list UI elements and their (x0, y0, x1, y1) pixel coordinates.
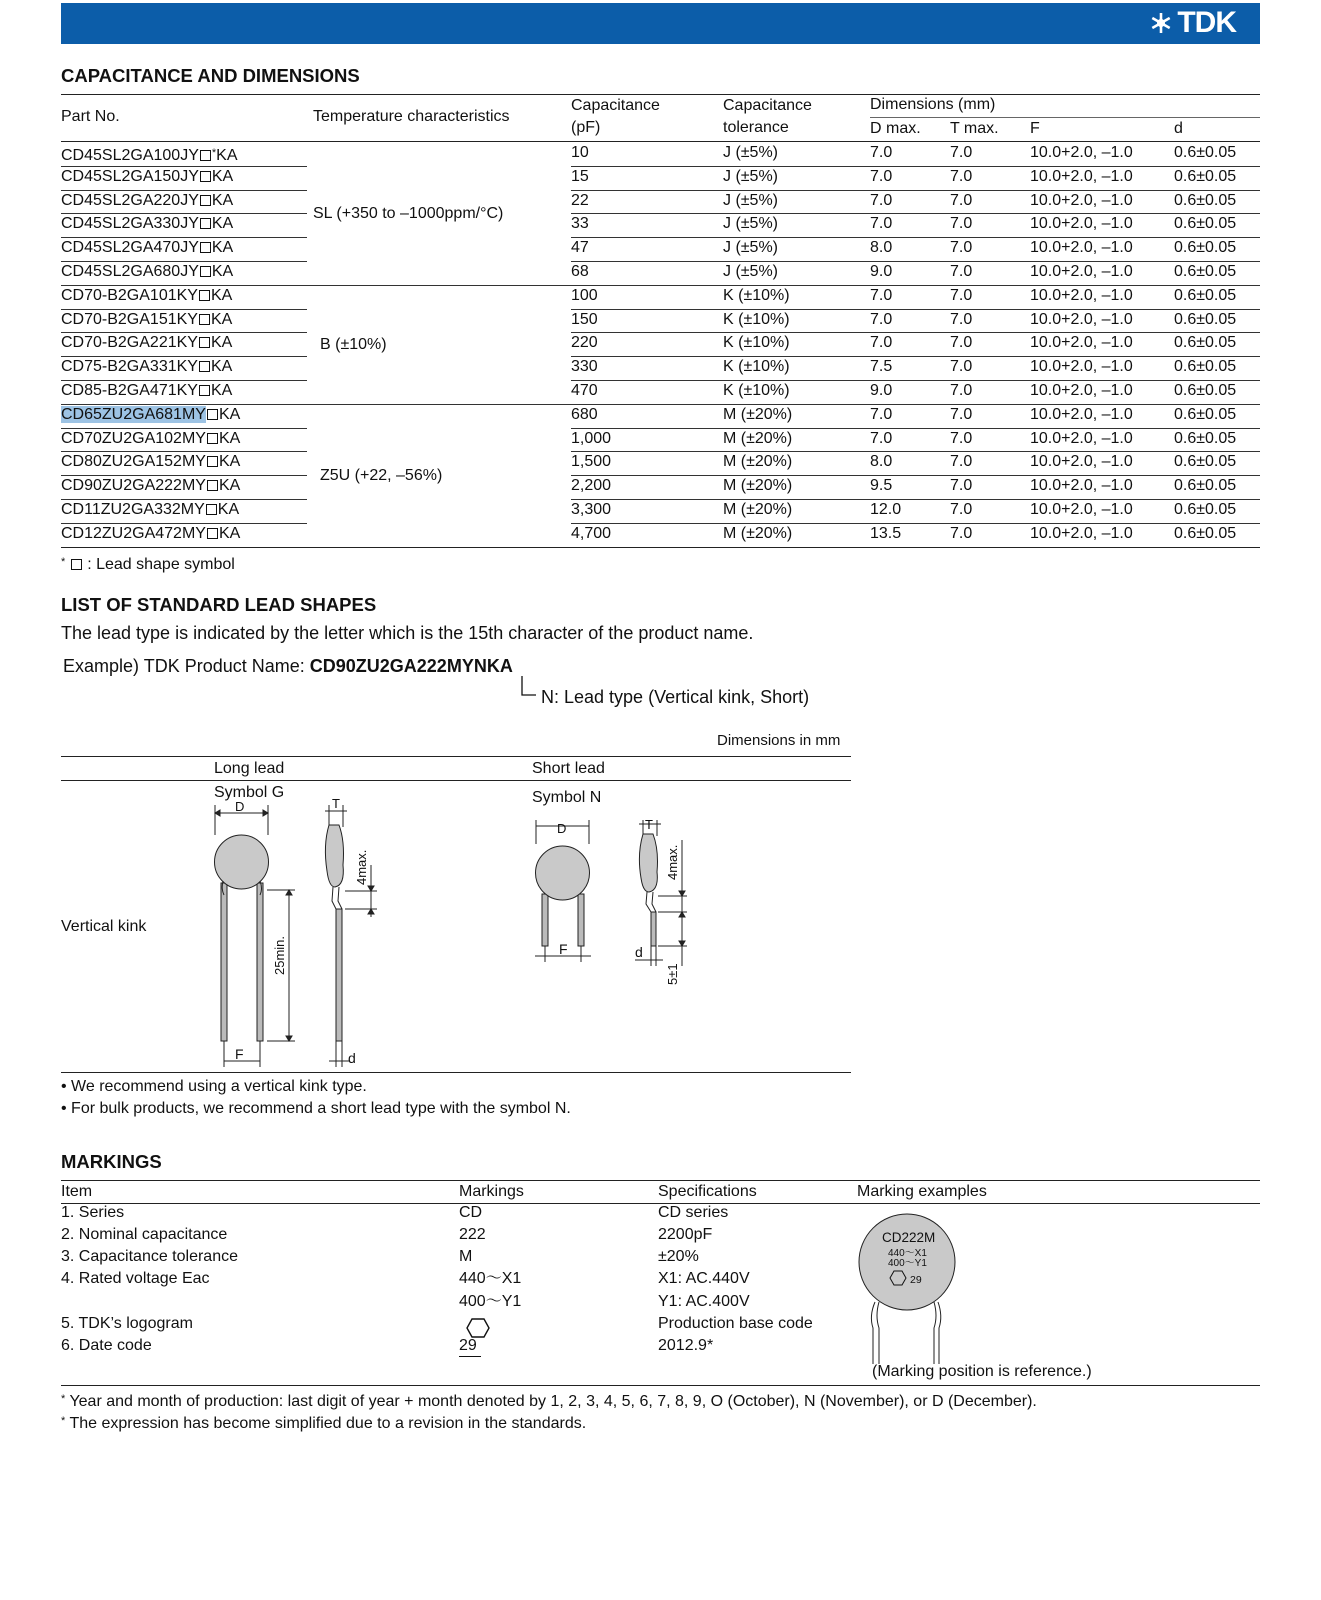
cell-f: 10.0+2.0, –1.0 (1030, 429, 1133, 447)
lead-shape-symbol-icon (207, 409, 218, 420)
cell-t-max: 7.0 (950, 501, 973, 518)
cell-part-no (61, 333, 232, 353)
row-divider (571, 451, 1260, 452)
cell-t-max: 7.0 (950, 453, 973, 471)
cell-d-max: 7.0 (870, 286, 893, 304)
part-no-prefix: CD45SL2GA330JY (61, 215, 199, 233)
row-divider (571, 190, 1260, 191)
cell-part-no (61, 405, 240, 425)
example-line (63, 655, 513, 677)
lead-intro: The lead type is indicated by the letter which is the 15th character of the product name. (61, 623, 754, 643)
cell-capacitance: 33 (571, 215, 589, 233)
vertical-kink-label: Vertical kink (61, 918, 147, 935)
part-no-star: * (211, 147, 217, 159)
short-dim-t-label: T (645, 817, 653, 832)
part-no-suffix: KA (218, 477, 241, 495)
cell-tolerance: K (±10%) (723, 286, 790, 304)
cell-t-max: 7.0 (950, 310, 973, 328)
part-no-prefix: CD11ZU2GA332MY (61, 501, 205, 518)
cell-t-max: 7.0 (950, 334, 973, 352)
markings-cell-marking: 400～Y1 (459, 1293, 522, 1310)
lead-shape-symbol-icon (199, 385, 210, 396)
row-divider (571, 499, 1260, 500)
cell-capacitance: 22 (571, 191, 589, 209)
cell-d: 0.6±0.05 (1174, 453, 1237, 471)
example-product-name: CD90ZU2GA222MYNKA (309, 656, 513, 676)
cell-d: 0.6±0.05 (1174, 144, 1237, 161)
cell-t-max: 7.0 (950, 239, 973, 257)
cell-capacitance: 100 (571, 286, 598, 304)
cell-capacitance: 680 (571, 405, 598, 423)
cell-f: 10.0+2.0, –1.0 (1030, 477, 1133, 495)
symbol-g-label: Symbol G (214, 784, 285, 801)
long-lead-drawing (205, 796, 385, 1075)
lead-shape-symbol-icon (199, 290, 210, 301)
cell-d-max: 7.0 (870, 191, 893, 209)
cell-f: 10.0+2.0, –1.0 (1030, 501, 1133, 518)
lead-pointer-icon (520, 676, 540, 698)
part-no-suffix: KA (216, 147, 238, 164)
cell-tolerance: M (±20%) (723, 477, 793, 495)
bullet-1: • We recommend using a vertical kink type. (61, 1078, 367, 1095)
table-top-rule (61, 94, 1260, 95)
cell-tolerance: K (±10%) (723, 310, 790, 328)
cell-d-max: 7.0 (870, 429, 893, 447)
dim-d-label: D (235, 799, 245, 814)
cell-tolerance: K (±10%) (723, 358, 790, 376)
cell-part-no (61, 357, 232, 377)
part-no-prefix: CD12ZU2GA472MY (61, 524, 206, 542)
cell-f: 10.0+2.0, –1.0 (1030, 405, 1133, 423)
lead-symbol-footnote (61, 552, 235, 575)
cell-d: 0.6±0.05 (1174, 501, 1237, 518)
cell-t-max: 7.0 (950, 524, 973, 542)
header-part-no: Part No. (61, 108, 120, 125)
date-code-underline (459, 1356, 481, 1357)
temp-group-b: B (±10%) (320, 336, 387, 353)
part-no-suffix: KA (210, 286, 233, 304)
markings-cell-spec: ±20% (658, 1248, 699, 1265)
brand-text: TDK (1177, 6, 1236, 39)
footnote-text: : Lead shape symbol (87, 556, 235, 573)
cell-d: 0.6±0.05 (1174, 524, 1237, 542)
cell-d-max: 7.0 (870, 310, 893, 328)
markings-header-examples: Marking examples (857, 1183, 987, 1200)
capacitance-section-title: CAPACITANCE AND DIMENSIONS (61, 65, 360, 86)
cell-tolerance: J (±5%) (723, 239, 779, 257)
header-tolerance: Capacitance (723, 97, 812, 114)
cell-d-max: 12.0 (870, 501, 902, 518)
cell-capacitance: 4,700 (571, 524, 612, 542)
lead-shape-symbol-icon (200, 266, 211, 277)
header-capacitance: Capacitance (571, 97, 660, 114)
markings-bottom-rule (61, 1385, 1260, 1386)
header-f: F (1030, 120, 1040, 137)
cell-part-no (61, 524, 240, 544)
cell-d: 0.6±0.05 (1174, 263, 1237, 280)
part-no-prefix: CD70ZU2GA102MY (61, 429, 206, 447)
markings-header-specs: Specifications (658, 1183, 757, 1200)
cell-part-no (61, 429, 240, 449)
cell-t-max: 7.0 (950, 263, 973, 280)
dim-4max-label: 4max. (354, 849, 369, 885)
part-no-suffix: KA (210, 334, 233, 352)
tdk-emblem-icon (1148, 10, 1174, 36)
cell-part-no (61, 452, 240, 472)
cell-tolerance: M (±20%) (723, 524, 793, 542)
markings-cell-marking: 222 (459, 1226, 486, 1243)
cell-f: 10.0+2.0, –1.0 (1030, 382, 1133, 399)
table-bottom-rule (61, 547, 1260, 548)
cell-capacitance: 150 (571, 310, 598, 328)
cell-d: 0.6±0.05 (1174, 334, 1237, 352)
lead-shape-symbol-icon (71, 559, 82, 570)
part-no-suffix: KA (218, 429, 241, 447)
cell-d-max: 7.0 (870, 334, 893, 352)
markings-cell-spec: X1: AC.440V (658, 1270, 750, 1287)
part-no-prefix: CD75-B2GA331KY (61, 358, 198, 376)
cell-tolerance: M (±20%) (723, 453, 793, 471)
header-temp-char: Temperature characteristics (313, 108, 510, 125)
lead-shape-symbol-icon (200, 218, 211, 229)
dim-t-label: T (332, 796, 340, 811)
cell-tolerance: M (±20%) (723, 429, 793, 447)
header-d: d (1174, 120, 1183, 137)
tdk-logo (1148, 6, 1236, 40)
cell-t-max: 7.0 (950, 191, 973, 209)
cell-d-max: 7.0 (870, 215, 893, 233)
markings-cell-item: 5. TDK’s logogram (61, 1315, 193, 1332)
lead-shape-symbol-icon (199, 314, 210, 325)
markings-cell-spec: 2012.9* (658, 1337, 714, 1354)
part-no-prefix: CD85-B2GA471KY (61, 382, 198, 399)
cell-part-no (61, 476, 240, 496)
part-no-prefix: CD45SL2GA150JY (61, 167, 199, 185)
cell-t-max: 7.0 (950, 405, 973, 423)
cell-d: 0.6±0.05 (1174, 239, 1237, 257)
cell-part-no (61, 214, 233, 234)
bullet-2: • For bulk products, we recommend a short lead type with the symbol N. (61, 1100, 571, 1117)
cell-t-max: 7.0 (950, 382, 973, 399)
part-no-suffix: KA (211, 191, 234, 209)
cell-capacitance: 68 (571, 263, 589, 280)
cell-part-no (61, 143, 237, 166)
cell-capacitance: 330 (571, 358, 598, 376)
cell-part-no (61, 167, 233, 187)
cell-d: 0.6±0.05 (1174, 405, 1237, 423)
example-line1: CD222M (882, 1230, 936, 1245)
markings-cell-item: 1. Series (61, 1204, 125, 1221)
cell-part-no (61, 310, 232, 330)
cell-d-max: 7.0 (870, 167, 893, 185)
cell-part-no (61, 381, 232, 401)
markings-header-item: Item (61, 1183, 93, 1200)
cell-d-max: 7.0 (870, 144, 893, 161)
cell-tolerance: K (±10%) (723, 334, 790, 352)
row-divider (571, 475, 1260, 476)
cell-tolerance: J (±5%) (723, 263, 779, 280)
lead-section-title: LIST OF STANDARD LEAD SHAPES (61, 594, 377, 615)
cell-capacitance: 3,300 (571, 501, 612, 518)
row-divider (571, 523, 1260, 524)
cell-d: 0.6±0.05 (1174, 191, 1237, 209)
example-line4: 29 (910, 1274, 922, 1286)
header-bottom-rule (61, 141, 1260, 142)
cell-part-no (61, 191, 233, 211)
cell-capacitance: 1,000 (571, 429, 612, 447)
cell-d: 0.6±0.05 (1174, 286, 1237, 304)
markings-footnote-1: * Year and month of production: last digit of year + month denoted by 1, 2, 3, 4, 5, 6, 7, 8, 9, O (October), N (November), or D (December). (61, 1393, 1037, 1410)
part-no-prefix: CD70-B2GA101KY (61, 286, 198, 304)
lead-shape-symbol-icon (207, 528, 218, 539)
lead-shape-symbol-icon (207, 433, 218, 444)
cell-d: 0.6±0.05 (1174, 358, 1237, 376)
part-no-suffix: KA (210, 382, 233, 399)
lead-shape-symbol-icon (199, 337, 210, 348)
cell-tolerance: J (±5%) (723, 167, 779, 185)
cell-f: 10.0+2.0, –1.0 (1030, 191, 1133, 209)
cell-tolerance: J (±5%) (723, 191, 779, 209)
lead-shape-symbol-icon (200, 150, 211, 161)
short-lead-drawing (535, 817, 715, 1000)
cell-t-max: 7.0 (950, 429, 973, 447)
bullet-2-text: For bulk products, we recommend a short lead type with the symbol N. (71, 1100, 571, 1117)
row-divider (571, 332, 1260, 333)
lead-type-note: N: Lead type (Vertical kink, Short) (541, 687, 810, 707)
cell-f: 10.0+2.0, –1.0 (1030, 263, 1133, 280)
lead-table-top-rule (61, 756, 851, 757)
cell-d: 0.6±0.05 (1174, 310, 1237, 328)
cell-d: 0.6±0.05 (1174, 215, 1237, 233)
dim-f-label: F (235, 1046, 244, 1062)
cell-tolerance: M (±20%) (723, 405, 793, 423)
cell-f: 10.0+2.0, –1.0 (1030, 358, 1133, 376)
cell-capacitance: 10 (571, 144, 589, 161)
symbol-n-label: Symbol N (532, 789, 602, 806)
cell-tolerance: J (±5%) (723, 215, 779, 233)
cell-capacitance: 220 (571, 334, 598, 352)
row-divider (571, 428, 1260, 429)
cell-f: 10.0+2.0, –1.0 (1030, 215, 1133, 233)
lead-shape-symbol-icon (200, 242, 211, 253)
part-no-prefix: CD45SL2GA470JY (61, 239, 199, 257)
markings-cell-spec: Y1: AC.400V (658, 1293, 750, 1310)
markings-cell-marking: CD (459, 1204, 483, 1221)
cell-tolerance: K (±10%) (723, 382, 790, 399)
footnote-star: * (61, 556, 66, 568)
part-no-suffix: KA (210, 310, 233, 328)
marking-example-drawing (855, 1210, 965, 1370)
cell-part-no (61, 500, 239, 520)
cell-t-max: 7.0 (950, 144, 973, 161)
markings-cell-marking: 29 (459, 1337, 477, 1354)
lead-shape-symbol-icon (207, 480, 218, 491)
row-divider (571, 237, 1260, 238)
markings-cell-spec: CD series (658, 1204, 729, 1221)
markings-cell-item: 2. Nominal capacitance (61, 1226, 228, 1243)
cell-capacitance: 47 (571, 239, 589, 257)
example-line3: 400～Y1 (888, 1258, 927, 1269)
cell-d: 0.6±0.05 (1174, 429, 1237, 447)
cell-t-max: 7.0 (950, 286, 973, 304)
markings-footnote-2: * The expression has become simplified due to a revision in the standards. (61, 1415, 587, 1432)
dims-unit-note: Dimensions in mm (717, 732, 841, 749)
cell-f: 10.0+2.0, –1.0 (1030, 310, 1133, 328)
header-dimensions: Dimensions (mm) (870, 96, 996, 113)
part-no-suffix: KA (211, 239, 234, 257)
cell-d-max: 8.0 (870, 239, 893, 257)
cell-f: 10.0+2.0, –1.0 (1030, 239, 1133, 257)
temp-group-z5u: Z5U (+22, –56%) (320, 467, 443, 484)
lead-shape-symbol-icon (199, 361, 210, 372)
markings-cell-spec: Production base code (658, 1315, 813, 1332)
tdk-logogram-icon (466, 1317, 490, 1339)
row-divider (571, 356, 1260, 357)
cell-f: 10.0+2.0, –1.0 (1030, 453, 1133, 471)
cell-d-max: 7.0 (870, 405, 893, 423)
markings-cell-marking: 440～X1 (459, 1270, 522, 1287)
row-divider (571, 261, 1260, 262)
part-no-prefix: CD45SL2GA220JY (61, 191, 199, 209)
markings-footnote-1-text: Year and month of production: last digit of year + month denoted by 1, 2, 3, 4, 5, 6, 7, 8, 9, O (October), N (November), or D (December). (69, 1393, 1037, 1410)
cell-capacitance: 15 (571, 167, 589, 185)
row-divider (571, 166, 1260, 167)
cell-t-max: 7.0 (950, 477, 973, 495)
markings-cell-marking: M (459, 1248, 473, 1265)
part-no-suffix: KA (211, 215, 234, 233)
header-banner (61, 3, 1260, 44)
cell-tolerance: J (±5%) (723, 144, 779, 161)
short-dim-4max-label: 4max. (665, 844, 680, 880)
lead-table-header-rule (61, 780, 851, 781)
part-no-prefix: CD90ZU2GA222MY (61, 477, 206, 495)
header-capacitance-unit: (pF) (571, 119, 601, 136)
cell-t-max: 7.0 (950, 215, 973, 233)
cell-part-no (61, 286, 232, 306)
short-dim-d-label: D (557, 821, 567, 836)
lead-shape-symbol-icon (206, 504, 217, 515)
example-prefix: Example) TDK Product Name: (63, 656, 310, 676)
part-no-suffix: KA (210, 358, 233, 376)
part-no-suffix: KA (218, 524, 241, 542)
cell-capacitance: 470 (571, 382, 598, 399)
cell-d-max: 9.0 (870, 263, 893, 280)
short-dim-5pm1-label: 5±1 (665, 963, 680, 985)
cell-d-max: 9.0 (870, 382, 893, 399)
cell-part-no (61, 262, 233, 282)
markings-cell-spec: 2200pF (658, 1226, 713, 1243)
row-divider (571, 213, 1260, 214)
dim-25min-label: 25min. (272, 935, 287, 975)
long-lead-header: Long lead (214, 760, 285, 777)
markings-section-title: MARKINGS (61, 1151, 162, 1172)
lead-shape-symbol-icon (207, 456, 218, 467)
row-divider (571, 380, 1260, 381)
lead-shape-symbol-icon (200, 171, 211, 182)
cell-f: 10.0+2.0, –1.0 (1030, 286, 1133, 304)
bullet-1-text: We recommend using a vertical kink type. (71, 1078, 367, 1095)
short-dim-f-label: F (559, 941, 568, 957)
markings-header-markings: Markings (459, 1183, 524, 1200)
header-t-max: T max. (950, 120, 999, 137)
part-no-suffix: KA (218, 453, 241, 471)
part-no-suffix: KA (211, 167, 234, 185)
dimensions-subrule (870, 117, 1260, 118)
part-no-prefix: CD45SL2GA100JY (61, 147, 199, 164)
marking-position-note: (Marking position is reference.) (872, 1363, 1092, 1380)
part-no-suffix: KA (211, 263, 234, 280)
markings-cell-item: 4. Rated voltage Eac (61, 1270, 210, 1287)
lead-table-bottom-rule (61, 1072, 851, 1073)
cell-d-max: 13.5 (870, 524, 902, 542)
lead-shape-symbol-icon (200, 195, 211, 206)
header-tolerance-2: tolerance (723, 119, 789, 136)
cell-tolerance: M (±20%) (723, 501, 793, 518)
markings-cell-item: 3. Capacitance tolerance (61, 1248, 238, 1265)
cell-f: 10.0+2.0, –1.0 (1030, 167, 1133, 185)
markings-footnote-2-text: The expression has become simplified due to a revision in the standards. (69, 1415, 587, 1432)
cell-f: 10.0+2.0, –1.0 (1030, 524, 1133, 542)
example-line2: 440～X1 (888, 1248, 927, 1259)
part-no-prefix: CD80ZU2GA152MY (61, 453, 206, 471)
cell-capacitance: 2,200 (571, 477, 612, 495)
cell-d-max: 8.0 (870, 453, 893, 471)
temp-group-sl: SL (+350 to –1000ppm/°C) (313, 205, 504, 222)
part-no-suffix: KA (218, 405, 241, 423)
cell-d-max: 7.5 (870, 358, 893, 376)
row-divider (571, 309, 1260, 310)
short-dim-small-d-label: d (635, 944, 643, 960)
part-no-prefix: CD65ZU2GA681MY (61, 405, 206, 423)
cell-d: 0.6±0.05 (1174, 382, 1237, 399)
markings-cell-item: 6. Date code (61, 1337, 152, 1354)
part-no-prefix: CD70-B2GA221KY (61, 334, 198, 352)
cell-d: 0.6±0.05 (1174, 167, 1237, 185)
cell-f: 10.0+2.0, –1.0 (1030, 334, 1133, 352)
cell-capacitance: 1,500 (571, 453, 612, 471)
part-no-prefix: CD45SL2GA680JY (61, 263, 199, 280)
cell-part-no (61, 238, 233, 258)
short-lead-header: Short lead (532, 760, 605, 777)
part-no-suffix: KA (217, 501, 240, 518)
header-d-max: D max. (870, 120, 921, 137)
markings-top-rule (61, 1180, 1260, 1181)
part-no-prefix: CD70-B2GA151KY (61, 310, 198, 328)
cell-t-max: 7.0 (950, 167, 973, 185)
cell-d-max: 9.5 (870, 477, 893, 495)
cell-f: 10.0+2.0, –1.0 (1030, 144, 1133, 161)
dim-small-d-label: d (348, 1050, 356, 1066)
cell-t-max: 7.0 (950, 358, 973, 376)
cell-d: 0.6±0.05 (1174, 477, 1237, 495)
